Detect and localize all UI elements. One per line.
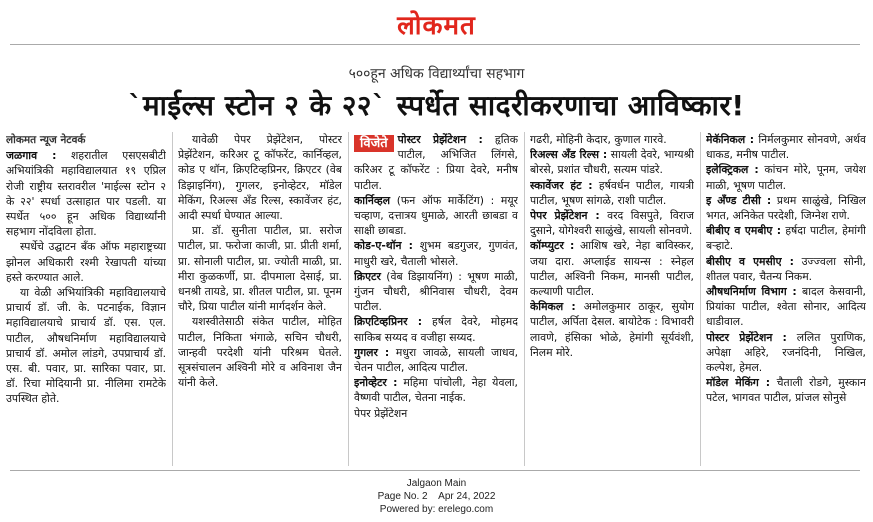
winner-entry <box>706 375 866 405</box>
winner-category: इलेक्ट्रिकल : <box>706 163 759 177</box>
winner-entry <box>354 406 518 421</box>
winner-names: हृतिक पाटील, अभिजित लिंगसे, करिअर टू कॉफरेंट : प्रिया देवरे, मनीष पाटील. <box>354 133 518 192</box>
winner-names: हर्षवर्धन पाटील, गायत्री पाटील, भूषण सांगळे, राशी पाटील. <box>530 178 694 207</box>
footer-rule <box>10 470 860 471</box>
winner-category: कार्निव्हल <box>354 193 391 207</box>
winner-category: क्रिएटर <box>354 269 381 283</box>
column-5 <box>706 132 866 464</box>
winner-entry <box>530 299 694 360</box>
winner-entry <box>354 269 518 315</box>
winner-category: केमिकल : <box>530 300 576 314</box>
winner-names: (वेब डिझायनिंग) : भूषण माळी, गुंजन चौधरी, श्रीनिवास चौधरी, देवम पाटील. <box>354 269 518 314</box>
masthead-logo: लोकमत <box>397 11 476 41</box>
winner-names: मधुरा जावळे, सायली जाधव, चेतन पाटील, आदित्य पाटील. <box>354 345 518 375</box>
col1-paragraph-2: स्पर्धेचे उद्घाटन बँक ऑफ महाराष्ट्रच्या झोनल अधिकारी रश्मी रेखापती यांच्या हस्ते करण्यात आले. <box>6 240 166 284</box>
winner-entry <box>706 223 866 253</box>
winner-entry <box>706 132 866 162</box>
winner-names: निर्मलकुमार सोनवणे, अर्थव धाकड, मनीष पाटील. <box>706 133 866 162</box>
footer-page-date: Page No. 2 Apr 24, 2022 <box>377 491 496 502</box>
winner-entry <box>530 147 694 177</box>
col2-paragraph-3: यशस्वीतेसाठी संकेत पाटील, मोहित पाटील, निकिता भंगाळे, सचिन चौधरी, जान्हवी परदेशी यांनी परिश्रम घेतले. सूत्रसंचालन अश्विनी मोरे व अविनाश जैन यांनी केले. <box>178 315 342 390</box>
winner-category: बीसीए व एमसीए : <box>706 254 794 268</box>
winner-names: पेपर प्रेझेंटेशन <box>354 406 408 420</box>
column-divider <box>700 132 701 466</box>
winner-category: पेपर प्रेझेंटेशन : <box>530 209 600 223</box>
winner-names: अमोलकुमार ठाकूर, सुयोग पाटील, अर्पिता देसल. बायोटेक : विभावरी लावणे, हंसिका भोळे, हेमांगी सूर्यवंशी, निलम मोरे. <box>530 300 694 359</box>
column-2 <box>178 132 342 464</box>
col1-paragraph-3: या वेळी अभियांत्रिकी महाविद्यालयाचे प्राचार्य डॉ. जी. के. पटनाईक, विज्ञान महाविद्यालयाचे प्राचार्य डॉ. एस. एल. पाटील, औषधनिर्माण महाविद्यालयाचे प्राचार्य डॉ. अमोल लांडगे, उपप्राचार्य डॉ. एस. बी. पवार, प्रा. सारिका पवार, प्रा. डॉ. रिचा मोदियानी प्रा. नीलिमा रामटेके उपस्थित होते. <box>6 286 166 406</box>
winner-category: क्रिएटिव्हप्रिनर : <box>354 315 423 329</box>
winner-names: शुभम बडगुजर, गुणवंत, माधुरी खरे, चैताली भोसले. <box>354 239 518 268</box>
winner-category: औषधनिर्माण विभाग : <box>706 285 797 299</box>
winner-names: हर्षल देवरे, मोहमद साकिब सय्यद व वजीहा सय्यद. <box>354 315 518 344</box>
footer-edition: Jalgaon Main <box>406 478 467 489</box>
winner-entry <box>354 193 518 239</box>
winner-entry <box>706 284 866 330</box>
winner-entry <box>354 238 518 268</box>
col2-paragraph-1: यावेळी पेपर प्रेझेंटेशन, पोस्टर प्रेझेंटेशन, करिअर टू कॉफरेंट, कार्निव्हल, कोड ए थॉन, क्रिएटिव्हप्रिनर, क्रिएटर (वेब डिझाइनिंग), गुगलर, इनोव्हेटर, मॉडेल मेकिंग, रिअल्स अँड रिल्स, स्कावेंजर हंट, आदी स्पर्धा घेण्यात आल्या. <box>178 133 342 223</box>
col2-paragraph-2: प्रा. डॉ. सुनीता पाटील, प्रा. सरोज पाटील, प्रा. फरोजा काजी, प्रा. प्रीती शर्मा, प्रा. सोनाली पाटील, प्रा. ज्योती माळी, प्रा. मीरा कुळकर्णी, प्रा. दीपमाला देसाई, प्रा. धनश्री तायडे, प्रा. शीतल पाटील, प्रा. पूनम चौरे, प्रिया पाटील यांनी मार्गदर्शन केले. <box>178 224 342 314</box>
column-divider <box>524 132 525 466</box>
winner-category: पोस्टर प्रेझेंटेशन : <box>397 133 483 146</box>
winner-names: महिमा पांचोली, नेहा येवला, वैष्णवी पाटील, चेतना नाईक. <box>354 376 518 405</box>
winner-names: कांचन मोरे, पूनम, जयेश माळी, भूषण पाटील. <box>706 163 866 192</box>
headline: `माईल्स स्टोन २ के २२` स्पर्धेत सादरीकरणाचा आविष्कार! <box>128 89 745 122</box>
winner-names: गढरी, मोहिनी केदार, कुणाल गारवे. <box>530 133 667 146</box>
winner-names: चैताली रोडगे, मुस्कान पटेल, भागवत पाटील, प्रांजल सोनुसे <box>706 376 866 405</box>
winner-names: वरद विसपुते, विराज दुसाने, योगेश्वरी साळुंखे, सायली सोनवणे. <box>530 209 694 238</box>
col1-paragraph-1: शहरातील एसएसबीटी अभियांत्रिकी महाविद्यालयात १९ एप्रिल रोजी राष्ट्रीय स्तरावरील 'माईल्स स्टोन २ के २२' स्पर्धा उत्साहात पार पडली. या स्पर्धेत ५०० हून अधिक विद्यार्थ्यांनी सहभाग नोंदविला होता. <box>6 149 166 239</box>
winner-entry <box>530 238 694 299</box>
winner-category: रिअल्स अँड रिल्स : <box>530 148 608 162</box>
winners-tag: विजेते <box>354 135 394 152</box>
winner-category: मेकॅनिकल : <box>706 133 755 146</box>
subheadline: ५००हून अधिक विद्यार्थ्यांचा सहभाग <box>348 66 525 82</box>
column-4 <box>530 132 694 464</box>
column-divider <box>348 132 349 466</box>
winner-entry <box>354 375 518 405</box>
winner-names: (फन ऑफ मार्केटिंग) : मयूर चव्हाण, दत्तात्रय धुमाळे, आरती छाबडा व साक्षी छाबडा. <box>354 193 518 238</box>
winner-names: प्रथम साळुंखे, निखिल भगत, अनिकेत परदेशी, जिग्नेश राणे. <box>706 193 866 223</box>
winner-category: स्कावेंजर हंट : <box>530 178 593 192</box>
masthead-rule <box>10 44 860 45</box>
dateline: जळगाव : <box>6 149 57 163</box>
winner-category: बीबीए व एमबीए : <box>706 224 782 238</box>
column-divider <box>172 132 173 466</box>
winner-category: गुगलर : <box>354 345 390 359</box>
winner-names: हर्षदा पाटील, हेमांगी बऱ्हाटे. <box>706 224 866 253</box>
winner-entry <box>706 162 866 192</box>
winner-names: सायली देवरे, भाग्यश्री बोरसे, प्रशांत चौधरी, सत्यम पांडरे. <box>530 148 694 177</box>
winner-category: कॉम्प्युटर : <box>530 239 575 253</box>
winner-entry <box>706 254 866 284</box>
winner-entry <box>530 132 694 147</box>
winner-category: मॉडेल मेकिंग : <box>706 376 771 390</box>
winner-category: कोड-ए-थॉन : <box>354 239 413 253</box>
winner-entry <box>354 345 518 375</box>
winner-entry <box>530 208 694 238</box>
footer-powered-by: Powered by: erelego.com <box>379 504 494 515</box>
column-1 <box>6 132 166 464</box>
winner-entry <box>354 314 518 344</box>
winner-category: इनोव्हेटर : <box>354 376 398 390</box>
winner-entry <box>706 330 866 376</box>
winner-entry <box>706 193 866 223</box>
winner-names: उज्ज्वला सोनी, शीतल पवार, चैतन्य निकम. <box>706 254 866 283</box>
byline: लोकमत न्यूज नेटवर्क <box>6 134 86 146</box>
winner-category: पोस्टर प्रेझेंटेशन : <box>706 330 787 344</box>
winner-names: आशिष खरे, नेहा बाविस्कर, जया दारा. अप्लाईड सायन्स : स्नेहल पाटील, अश्विनी निकम, मानसी पाटील, कल्याणी पाटील. <box>530 239 694 299</box>
winner-names: ललित पुराणिक, अपेक्षा अहिरे, रजनंदिनी, निखिल, कल्पेश, हेमल. <box>706 330 866 375</box>
winner-names: बादल केसवानी, प्रियांका पाटील, श्वेता सोनार, आदित्य धाडीवाल. <box>706 285 866 329</box>
winner-entry <box>530 178 694 208</box>
column-3 <box>354 132 518 464</box>
winner-category: इ अँण्ड टीसी : <box>706 193 772 207</box>
